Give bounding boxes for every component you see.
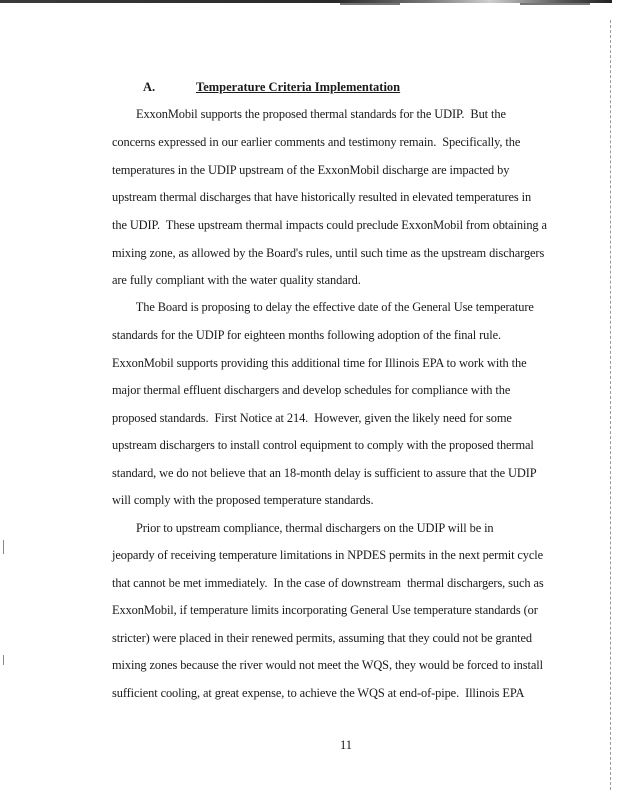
section-letter: A. — [143, 80, 156, 94]
body-line: Prior to upstream compliance, thermal dischargers on the UDIP will be in — [112, 521, 494, 535]
body-line: ExxonMobil supports providing this additional time for Illinois EPA to work with the — [112, 356, 527, 370]
body-line: upstream thermal discharges that have historically resulted in elevated temperatures in — [112, 190, 532, 204]
page-number: 11 — [340, 738, 353, 752]
body-line: mixing zones because the river would not meet the WQS, they would be forced to install — [112, 658, 543, 672]
body-line: stricter) were placed in their renewed permits, assuming that they could not be granted — [112, 631, 533, 645]
body-line: concerns expressed in our earlier comments and testimony remain. Specifically, the — [112, 135, 521, 149]
body-line: temperatures in the UDIP upstream of the ExxonMobil discharge are impacted by — [112, 163, 510, 177]
body-line: that cannot be met immediately. In the case of downstream thermal dischargers, such as — [112, 576, 544, 590]
body-line: upstream dischargers to install control equipment to comply with the proposed thermal — [112, 438, 534, 452]
body-line: ExxonMobil, if temperature limits incorporating General Use temperature standards (or — [112, 603, 538, 617]
body-line: will comply with the proposed temperature standards. — [112, 493, 374, 507]
body-line: are fully compliant with the water quality standard. — [112, 273, 361, 287]
body-line: standard, we do not believe that an 18-month delay is sufficient to assure that the UDIP — [112, 466, 537, 480]
section-title: Temperature Criteria Implementation — [196, 80, 401, 94]
body-line: standards for the UDIP for eighteen months following adoption of the final rule. — [112, 328, 501, 342]
section-heading — [143, 80, 400, 95]
body-line: jeopardy of receiving temperature limitations in NPDES permits in the next permit cycle — [112, 548, 544, 562]
body-line: ExxonMobil supports the proposed thermal standards for the UDIP. But the — [112, 107, 506, 121]
body-line: sufficient cooling, at great expense, to achieve the WQS at end-of-pipe. Illinois EPA — [112, 686, 525, 700]
body-line: the UDIP. These upstream thermal impacts could preclude ExxonMobil from obtaining a — [112, 218, 547, 232]
body-line: major thermal effluent dischargers and develop schedules for compliance with the — [112, 383, 511, 397]
body-line: mixing zone, as allowed by the Board's rules, until such time as the upstream dischargers — [112, 246, 545, 260]
body-line: The Board is proposing to delay the effective date of the General Use temperature — [112, 300, 534, 314]
body-line: proposed standards. First Notice at 214. However, given the likely need for some — [112, 411, 512, 425]
